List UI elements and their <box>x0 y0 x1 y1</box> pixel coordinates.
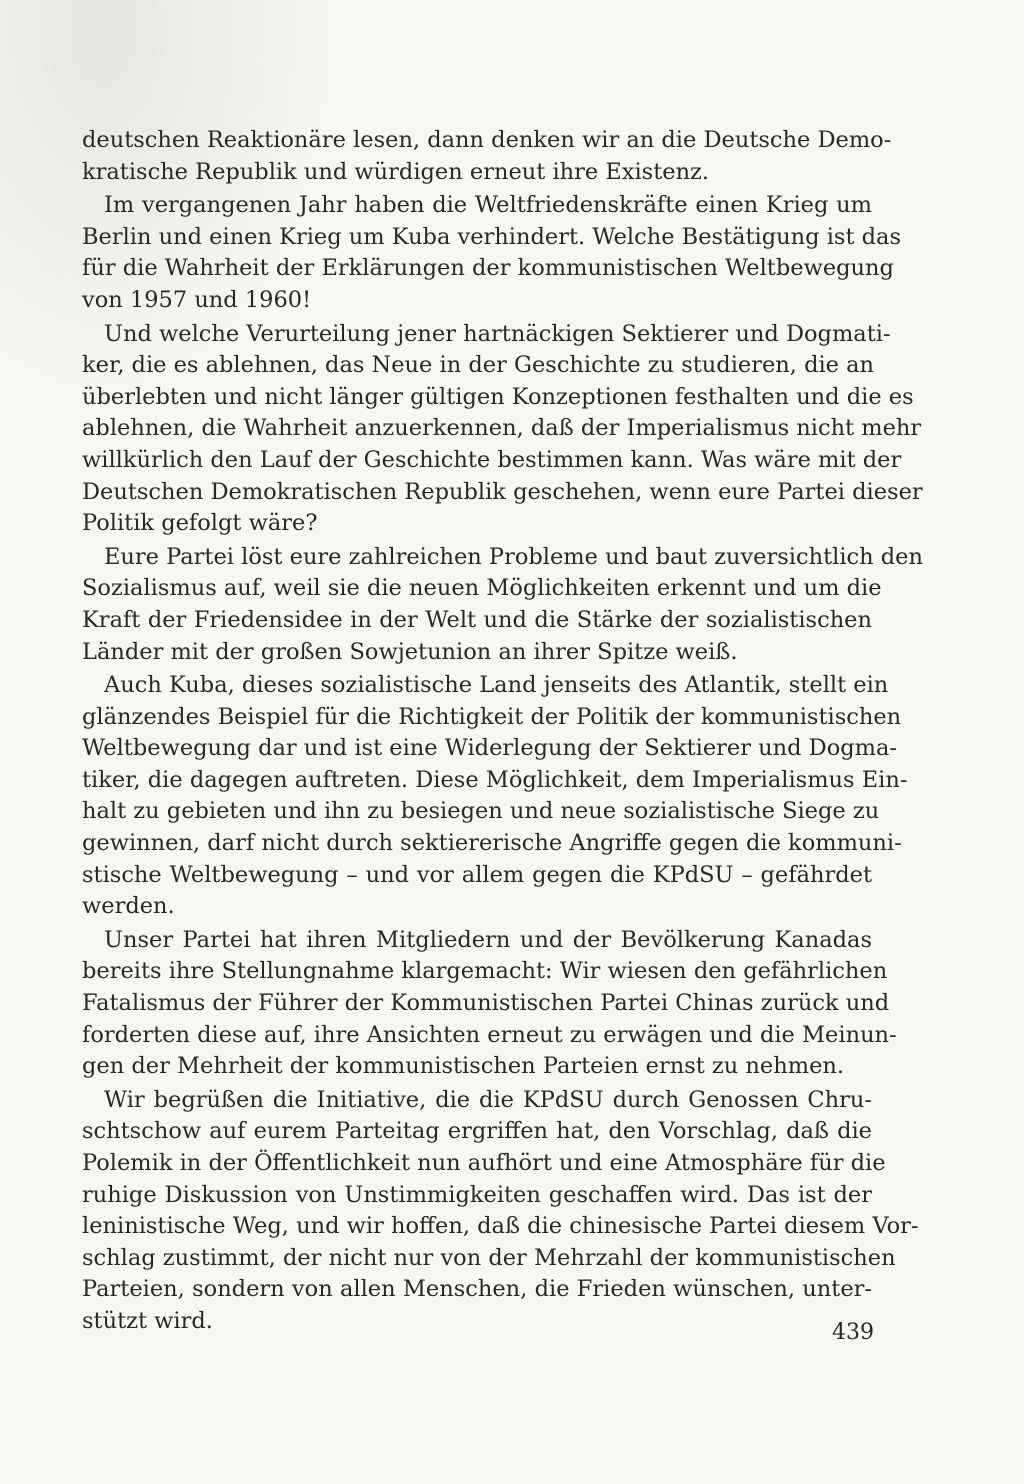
text-line: glänzendes Beispiel für die Richtigkeit der Politik der kommunistischen <box>82 703 902 730</box>
text-line: bereits ihre Stellungnahme klargemacht: Wir wiesen den gefährlichen <box>82 958 888 985</box>
paragraph-2 <box>82 190 901 316</box>
text-line: Politik gefolgt wäre? <box>82 510 318 537</box>
text-line: willkürlich den Lauf der Geschichte bestimmen kann. Was wäre mit der <box>82 446 902 473</box>
paragraph-7 <box>82 1085 919 1338</box>
text-line: Parteien, sondern von allen Menschen, die Frieden wünschen, unter- <box>82 1276 872 1303</box>
text-line: forderten diese auf, ihre Ansichten erneut zu erwägen und die Meinun- <box>82 1021 897 1048</box>
paragraph-5 <box>82 670 908 923</box>
text-line: Wir begrüßen die Initiative, die die KPdSU durch Genossen Chru- <box>104 1086 872 1113</box>
text-line: tiker, die dagegen auftreten. Diese Möglichkeit, dem Imperialismus Ein- <box>82 766 908 793</box>
text-line: leninistische Weg, und wir hoffen, daß die chinesische Partei diesem Vor- <box>82 1213 919 1240</box>
text-line: kratische Republik und würdigen erneut ihre Existenz. <box>82 158 710 185</box>
text-line: gen der Mehrheit der kommunistischen Parteien ernst zu nehmen. <box>82 1053 845 1080</box>
text-line: ablehnen, die Wahrheit anzuerkennen, daß der Imperialismus nicht mehr <box>82 415 922 442</box>
text-line: für die Wahrheit der Erklärungen der kommunistischen Weltbewegung <box>82 255 894 282</box>
text-line: Polemik in der Öffentlichkeit nun aufhört und eine Atmosphäre für die <box>82 1150 886 1176</box>
text-line: werden. <box>82 893 175 920</box>
text-line: von 1957 und 1960! <box>82 286 312 313</box>
text-line: stische Weltbewegung – und vor allem gegen die KPdSU – gefährdet <box>82 861 872 888</box>
text-line: gewinnen, darf nicht durch sektiererische Angriffe gegen die kommuni- <box>82 830 902 857</box>
text-line: Berlin und einen Krieg um Kuba verhindert. Welche Bestätigung ist das <box>82 223 901 250</box>
text-line: schtschow auf eurem Parteitag ergriffen hat, den Vorschlag, daß die <box>82 1118 872 1145</box>
paragraph-3 <box>82 319 923 540</box>
text-line: Kraft der Friedensidee in der Welt und die Stärke der sozialistischen <box>82 606 872 633</box>
paragraph-1 <box>82 125 892 188</box>
text-line: Auch Kuba, dieses sozialistische Land jenseits des Atlantik, stellt ein <box>104 672 889 699</box>
text-line: ker, die es ablehnen, das Neue in der Geschichte zu studieren, die an <box>82 352 875 379</box>
text-line: überlebten und nicht länger gültigen Konzeptionen festhalten und die es <box>82 383 914 410</box>
text-line: Unser Partei hat ihren Mitgliedern und der Bevölkerung Kanadas <box>104 926 872 953</box>
text-line: stützt wird. <box>82 1307 213 1334</box>
page-number: 439 <box>832 1320 874 1345</box>
text-line: ruhige Diskussion von Unstimmigkeiten geschaffen wird. Das ist der <box>82 1181 872 1208</box>
text-line: deutschen Reaktionäre lesen, dann denken wir an die Deutsche Demo- <box>82 127 892 153</box>
paragraph-6 <box>82 925 897 1083</box>
text-line: Länder mit der großen Sowjetunion an ihrer Spitze weiß. <box>82 638 738 665</box>
text-line: Deutschen Demokratischen Republik geschehen, wenn eure Partei dieser <box>82 478 923 505</box>
text-line: Weltbewegung dar und ist eine Widerlegung der Sektierer und Dogma- <box>82 735 897 762</box>
body-text <box>82 125 923 1340</box>
text-line: Sozialismus auf, weil sie die neuen Möglichkeiten erkennt und um die <box>82 575 882 602</box>
paragraph-4 <box>82 542 923 668</box>
text-line: Eure Partei löst eure zahlreichen Probleme und baut zuversichtlich den <box>104 543 923 570</box>
text-line: Fatalismus der Führer der Kommunistischen Partei Chinas zurück und <box>82 990 890 1017</box>
text-line: Und welche Verurteilung jener hartnäckigen Sektierer und Dogmati- <box>104 320 891 347</box>
text-line: Im vergangenen Jahr haben die Weltfriedenskräfte einen Krieg um <box>104 192 872 219</box>
text-line: halt zu gebieten und ihn zu besiegen und neue sozialistische Siege zu <box>82 798 880 825</box>
text-line: schlag zustimmt, der nicht nur von der Mehrzahl der kommunistischen <box>82 1244 896 1271</box>
